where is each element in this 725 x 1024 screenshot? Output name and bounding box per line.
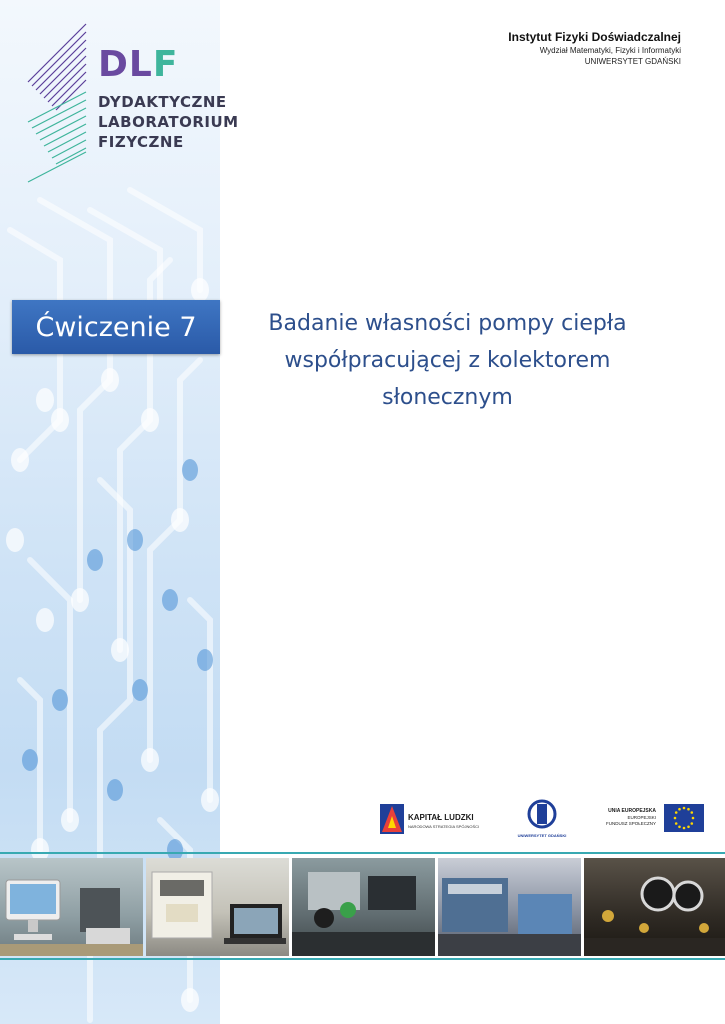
ug-logo-text: UNIWERSYTET GDAŃSKI [517,833,567,838]
document-title [230,305,665,416]
kapital-ludzki-text: KAPITAŁ LUDZKI [408,813,474,822]
photo-optical-setup [292,858,435,956]
kapital-ludzki-subtext: NARODOWA STRATEGIA SPÓJNOŚCI [408,824,480,829]
logo-line-2: LABORATORIUM [98,113,239,131]
photo-computer-workstation [0,858,143,956]
logo-subtitle [98,92,239,152]
eu-line-3: FUNDUSZ SPOŁECZNY [605,821,656,826]
logo-line-1: DYDAKTYCZNE [98,93,227,111]
dlf-logo-wordmark [98,44,178,85]
title-line-2: współpracującej z kolektorem [284,348,611,373]
title-line-3: słonecznym [382,385,513,410]
photo-lab-instruments [438,858,581,956]
university-name: UNIWERSYTET GDAŃSKI [584,57,681,66]
logo-letters-dl: DL [98,44,153,85]
institute-name: Instytut Fizyki Doświadczalnej [508,30,681,44]
eu-line-2: EUROPEJSKI [627,815,656,820]
photo-optical-mounts [584,858,725,956]
photo-band-bottom-line [0,958,725,960]
eu-line-1: UNIA EUROPEJSKA [608,808,656,814]
logo-line-3: FIZYCZNE [98,133,184,151]
photo-spectrometer-laptop [146,858,289,956]
ug-logo [517,798,567,840]
photo-band-top-line [0,852,725,854]
eu-social-fund-logo [600,798,706,840]
institute-header [508,30,681,66]
exercise-label: Ćwiczenie 7 [35,311,197,343]
title-line-1: Badanie własności pompy ciepła [268,311,627,336]
logo-letter-f: F [152,44,179,85]
faculty-name: Wydział Matematyki, Fizyki i Informatyki [539,46,681,55]
kapital-ludzki-logo [378,798,490,840]
exercise-badge [12,300,220,354]
